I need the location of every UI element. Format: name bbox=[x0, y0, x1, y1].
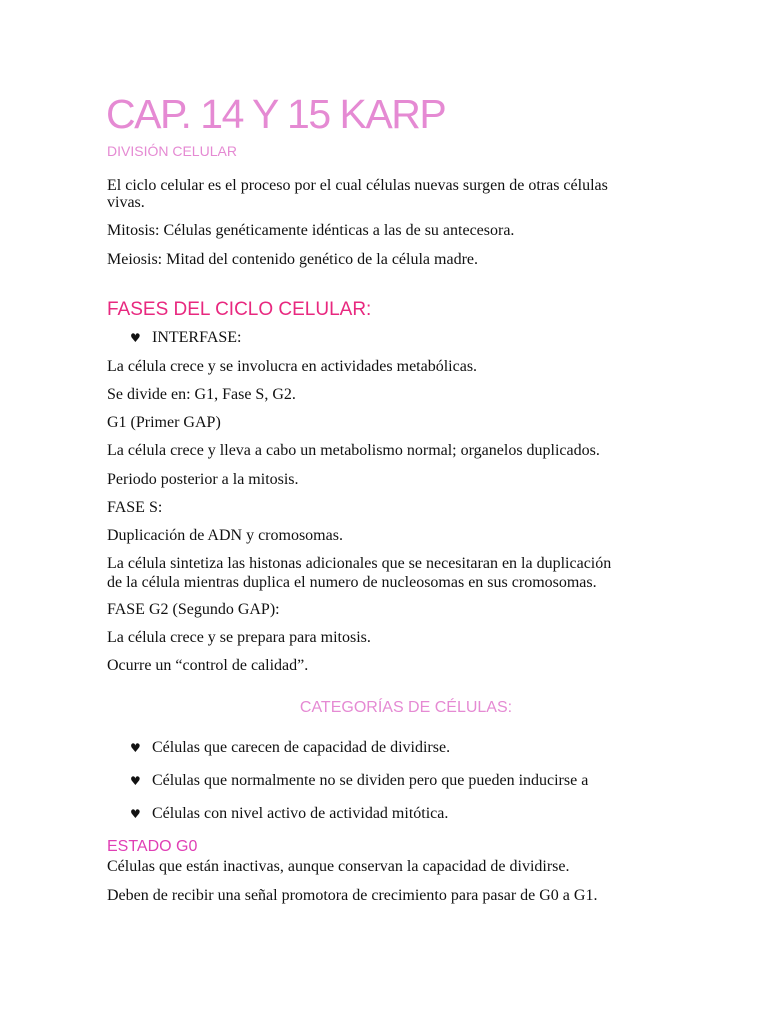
mitosis-definition: Mitosis: Células genéticamente idénticas a las de su antecesora. bbox=[107, 222, 515, 239]
meiosis-definition: Meiosis: Mitad del contenido genético de la célula madre. bbox=[107, 251, 478, 268]
categoria-item bbox=[130, 805, 448, 823]
section-subtitle: DIVISIÓN CELULAR bbox=[107, 143, 237, 159]
intro-line-2: vivas. bbox=[107, 194, 145, 211]
fases-heading: FASES DEL CICLO CELULAR: bbox=[107, 299, 372, 320]
fases-line-2: Se divide en: G1, Fase S, G2. bbox=[107, 386, 296, 403]
categoria-item-text: Células que carecen de capacidad de dividirse. bbox=[152, 739, 451, 756]
categorias-heading: CATEGORÍAS DE CÉLULAS: bbox=[299, 699, 513, 716]
fases-line-11: La célula crece y se prepara para mitosis. bbox=[107, 629, 371, 646]
fases-line-10: FASE G2 (Segundo GAP): bbox=[107, 601, 280, 618]
heart-bullet-icon: ♥ bbox=[130, 331, 141, 345]
estado-line-1: Células que están inactivas, aunque conservan la capacidad de dividirse. bbox=[107, 858, 570, 875]
categoria-item-text: Células que normalmente no se dividen pero que pueden inducirse a bbox=[152, 772, 589, 789]
fases-line-1: La célula crece y se involucra en actividades metabólicas. bbox=[107, 358, 478, 375]
heart-bullet-icon: ♥ bbox=[130, 741, 141, 755]
categoria-item bbox=[130, 772, 588, 790]
categoria-item bbox=[130, 739, 450, 757]
fases-line-6: FASE S: bbox=[107, 499, 163, 516]
estado-line-2: Deben de recibir una señal promotora de crecimiento para pasar de G0 a G1. bbox=[107, 887, 598, 904]
heart-bullet-icon: ♥ bbox=[130, 807, 141, 821]
page-title: CAP. 14 Y 15 KARP bbox=[106, 91, 446, 137]
fases-line-12: Ocurre un “control de calidad”. bbox=[107, 657, 309, 674]
fases-line-4: La célula crece y lleva a cabo un metabolismo normal; organelos duplicados. bbox=[107, 442, 600, 459]
fases-line-5: Periodo posterior a la mitosis. bbox=[107, 471, 299, 488]
estado-heading: ESTADO G0 bbox=[107, 838, 198, 855]
interfase-label: INTERFASE: bbox=[152, 329, 242, 346]
categoria-item-text: Células con nivel activo de actividad mitótica. bbox=[152, 805, 449, 822]
intro-line-1: El ciclo celular es el proceso por el cual células nuevas surgen de otras células bbox=[107, 177, 608, 194]
fases-line-3: G1 (Primer GAP) bbox=[107, 414, 221, 431]
fases-line-7: Duplicación de ADN y cromosomas. bbox=[107, 527, 343, 544]
fases-line-8: La célula sintetiza las histonas adicionales que se necesitaran en la duplicación bbox=[107, 555, 612, 572]
fases-line-9: de la célula mientras duplica el numero de nucleosomas en sus cromosomas. bbox=[107, 574, 597, 591]
bullet-interfase bbox=[130, 329, 241, 347]
heart-bullet-icon: ♥ bbox=[130, 774, 141, 788]
